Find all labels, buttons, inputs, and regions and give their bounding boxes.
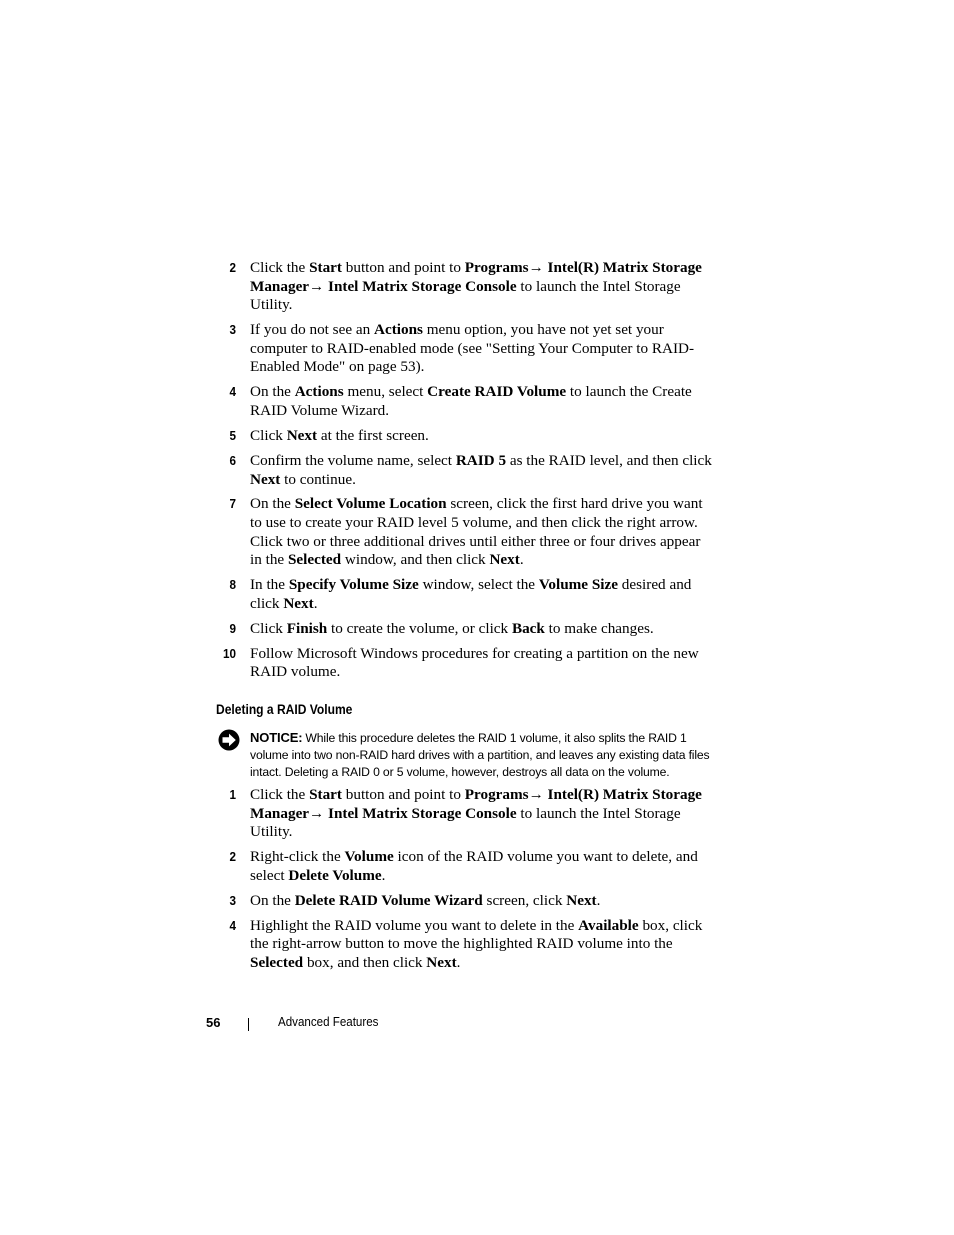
ui-term: RAID 5 [455, 451, 507, 469]
ui-term: Start [309, 786, 342, 803]
step-text [250, 259, 702, 313]
step-item [216, 576, 716, 613]
step-number: 1 [229, 787, 236, 802]
step-text-run: as the RAID level, and then click [506, 451, 712, 469]
step-text-run: → [309, 277, 329, 295]
ui-term: Actions [374, 321, 423, 339]
ui-term: Delete RAID Volume Wizard [294, 891, 483, 909]
ui-term: Select Volume Location [294, 495, 447, 513]
step-text-run: On the [250, 495, 295, 513]
page-footer [0, 1015, 954, 1035]
step-text [250, 576, 691, 612]
step-item [216, 892, 716, 911]
step-item [216, 259, 716, 315]
step-text-run: If you do not see an [250, 321, 374, 339]
step-text-run: button and point to [341, 786, 465, 803]
step-item [216, 495, 716, 569]
ui-term: Programs [464, 259, 529, 276]
step-text [250, 892, 600, 909]
ui-term: Create RAID Volume [427, 383, 567, 401]
step-text [250, 848, 698, 884]
step-text [250, 427, 429, 444]
footer-section-name: Advanced Features [278, 1015, 379, 1029]
step-text-run: to launch the Intel Storage Utility. [250, 804, 681, 841]
step-text-run: window, select the [418, 576, 539, 594]
delete-raid-steps [216, 786, 716, 979]
ui-term: Next [489, 551, 520, 569]
step-text-run: box, click the right-arrow button to move the highlighted RAID volume into the [250, 916, 703, 953]
step-text-run: . [381, 866, 386, 884]
step-text-run: icon of the RAID volume you want to delete, and select [250, 848, 698, 884]
ui-term: Start [309, 259, 342, 276]
step-number: 9 [229, 620, 236, 636]
step-text-run: Right-click the [250, 848, 345, 866]
step-text-run: . [596, 891, 601, 909]
step-text [250, 495, 703, 568]
step-text-run: box, and then click [303, 953, 427, 971]
ui-term: Back [511, 619, 545, 637]
notice-callout [216, 729, 721, 781]
step-text [250, 917, 702, 971]
step-text-run: Click the [250, 786, 310, 803]
step-number: 3 [229, 892, 236, 908]
step-item [216, 620, 716, 639]
step-item [216, 452, 716, 489]
step-text-run: Highlight the RAID volume you want to delete in the [250, 916, 579, 934]
step-number: 4 [229, 917, 236, 933]
step-text-run: to create the volume, or click [327, 619, 512, 637]
ui-term: Finish [286, 619, 328, 637]
step-number: 7 [229, 496, 236, 512]
step-text-run: desired and click [250, 576, 692, 612]
ui-term: Next [426, 953, 457, 971]
step-text-run: . [456, 953, 461, 971]
step-item [216, 383, 716, 420]
step-text-run: On the [250, 383, 295, 401]
ui-term: Programs [464, 786, 529, 803]
step-text [250, 786, 702, 840]
step-text [250, 452, 712, 488]
step-text-run: to launch the Create RAID Volume Wizard. [250, 383, 692, 419]
step-text-run: menu option, you have not yet set your computer to RAID-enabled mode (see "Setting Your Computer to RAID-Enabled Mode" on page 53). [250, 321, 695, 376]
ui-term: Next [250, 470, 281, 488]
step-number: 2 [229, 849, 236, 865]
notice-body: While this procedure deletes the RAID 1 volume, it also splits the RAID 1 volume into two non-RAID hard drives with a partition, and leaves any existing data files intact. Deleting a RAID 0 or 5 volume, however, destroys all data on the volume. [250, 731, 710, 779]
step-text-run: Follow Microsoft Windows procedures for creating a partition on the new RAID volume. [250, 644, 699, 681]
step-number: 3 [229, 322, 236, 338]
step-text-run: → [528, 786, 548, 803]
step-text-run: to continue. [280, 470, 356, 488]
step-text-run: . [313, 594, 318, 612]
step-number: 8 [229, 577, 236, 593]
step-text [250, 383, 692, 419]
ui-term: Selected [250, 953, 304, 971]
ui-term: Intel Matrix Storage Console [328, 804, 517, 822]
step-text-run: Click [250, 619, 287, 637]
step-text-run: screen, click the first hard drive you want to use to create your RAID level 5 volume, and then click the right arrow. Click two or three additional drives until either three or four drives appear in the [250, 495, 703, 569]
step-item [216, 645, 716, 682]
step-number: 4 [229, 384, 236, 400]
ui-term: Intel Matrix Storage Console [328, 277, 517, 295]
step-number: 2 [229, 260, 236, 275]
step-item [216, 786, 716, 842]
step-text-run: In the [250, 576, 289, 594]
notice-arrow-icon [218, 729, 240, 751]
notice-text [250, 729, 721, 781]
ui-term: Next [283, 594, 314, 612]
step-text-run: window, and then click [341, 551, 490, 569]
ui-term: Intel(R) Matrix Storage Manager [250, 259, 702, 295]
create-raid5-steps [216, 259, 716, 688]
section-heading: Deleting a RAID Volume [216, 702, 353, 717]
ui-term: Actions [294, 383, 344, 401]
step-item [216, 917, 716, 973]
step-text-run: → [528, 259, 548, 276]
step-text-run: → [309, 804, 329, 822]
step-text-run: at the first screen. [317, 426, 429, 444]
step-number: 5 [229, 427, 236, 443]
ui-term: Volume Size [538, 576, 618, 594]
ui-term: Selected [287, 551, 342, 569]
step-text-run: button and point to [341, 259, 465, 276]
step-number: 10 [222, 645, 236, 661]
step-text [250, 645, 699, 681]
step-item [216, 321, 716, 377]
step-text-run: Click [250, 426, 287, 444]
step-text-run: to launch the Intel Storage Utility. [250, 277, 681, 314]
ui-term: Available [578, 916, 639, 934]
ui-term: Intel(R) Matrix Storage Manager [250, 786, 702, 822]
step-text-run: On the [250, 891, 295, 909]
step-text-run: to make changes. [544, 619, 654, 637]
step-text-run: screen, click [482, 891, 567, 909]
ui-term: Delete Volume [288, 866, 382, 884]
step-item [216, 848, 716, 885]
step-text-run: . [519, 551, 524, 569]
step-text [250, 620, 654, 637]
step-text-run: Confirm the volume name, select [250, 451, 456, 469]
ui-term: Next [286, 426, 318, 444]
ui-term: Specify Volume Size [288, 576, 419, 594]
step-text [250, 321, 694, 375]
step-item [216, 427, 716, 446]
footer-divider [248, 1018, 249, 1031]
ui-term: Volume [344, 848, 394, 866]
ui-term: Next [566, 891, 597, 909]
step-text-run: menu, select [343, 383, 428, 401]
step-text-run: Click the [250, 259, 310, 276]
page-number: 56 [206, 1015, 221, 1030]
notice-label: NOTICE: [250, 730, 303, 745]
step-number: 6 [229, 452, 236, 468]
